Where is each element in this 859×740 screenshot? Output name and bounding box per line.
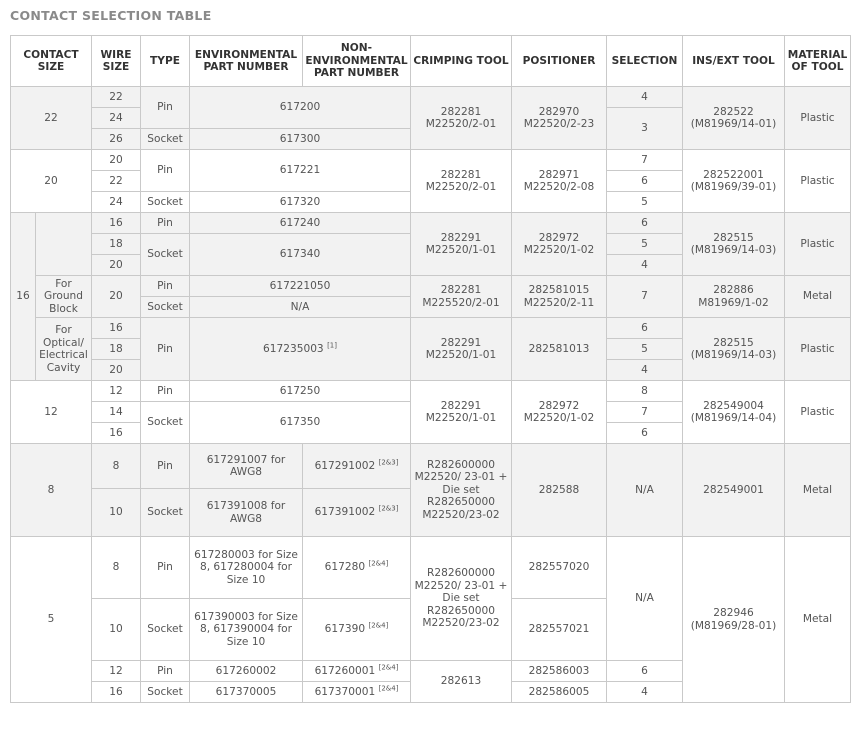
type-cell: Socket [141, 297, 190, 318]
material-cell: Plastic [785, 318, 851, 381]
part-number-cell: 617240 [190, 213, 411, 234]
nonenv-part-number-cell [303, 444, 411, 489]
footnote-ref: [2&4] [378, 684, 399, 693]
table-title: CONTACT SELECTION TABLE [10, 8, 212, 23]
type-cell: Pin [141, 381, 190, 402]
type-cell: Pin [141, 318, 190, 381]
footnote-ref: [2&4] [368, 621, 389, 630]
wire-size-cell: 10 [92, 599, 141, 661]
sub-variant-cell: For Ground Block [36, 276, 92, 318]
type-cell: Socket [141, 402, 190, 444]
type-cell: Pin [141, 444, 190, 489]
part-number-cell: 617320 [190, 192, 411, 213]
positioner-cell: 282970 M22520/2-23 [512, 87, 607, 150]
table-row [11, 87, 851, 108]
material-cell: Plastic [785, 87, 851, 150]
part-number: 617280 [324, 561, 366, 574]
part-number-cell: 617250 [190, 381, 411, 402]
selection-cell: 6 [607, 171, 683, 192]
type-cell: Socket [141, 682, 190, 703]
part-number: 617370001 [314, 685, 376, 698]
env-part-number-cell: 617291007 for AWG8 [190, 444, 303, 489]
crimping-tool-cell: 282281 M225520/2-01 [411, 276, 512, 318]
header-material: MATERIAL OF TOOL [785, 36, 851, 87]
ins-ext-tool-cell: 282549004 (M81969/14-04) [683, 381, 785, 444]
contact-size-cell: 12 [11, 381, 92, 444]
selection-cell: 7 [607, 276, 683, 318]
part-number-cell [190, 318, 411, 381]
part-number-cell: 617221050 [190, 276, 411, 297]
ins-ext-tool-cell: 282515 (M81969/14-03) [683, 318, 785, 381]
ins-ext-tool-cell: 282515 (M81969/14-03) [683, 213, 785, 276]
crimping-tool-cell: 282613 [411, 661, 512, 703]
ins-ext-tool-cell: 282522 (M81969/14-01) [683, 87, 785, 150]
part-number-cell: 617340 [190, 234, 411, 276]
header-selection: SELECTION [607, 36, 683, 87]
part-number: 617291002 [314, 459, 376, 472]
selection-cell: 6 [607, 423, 683, 444]
contact-size-cell: 8 [11, 444, 92, 537]
table-row [11, 537, 851, 599]
table-row [11, 444, 851, 489]
sub-variant-cell [36, 213, 92, 276]
positioner-cell: 282586003 [512, 661, 607, 682]
header-ins-ext-tool: INS/EXT TOOL [683, 36, 785, 87]
selection-cell: 5 [607, 234, 683, 255]
selection-cell: 6 [607, 661, 683, 682]
selection-cell: 8 [607, 381, 683, 402]
env-part-number-cell: 617390003 for Size 8, 617390004 for Size 10 [190, 599, 303, 661]
env-part-number-cell: 617391008 for AWG8 [190, 489, 303, 537]
crimping-tool-cell: R282600000 M22520/ 23-01 + Die set R282650000 M22520/23-02 [411, 537, 512, 661]
selection-cell: N/A [607, 444, 683, 537]
footnote-ref: [2&3] [378, 458, 399, 467]
nonenv-part-number-cell [303, 661, 411, 682]
positioner-cell: 282971 M22520/2-08 [512, 150, 607, 213]
table-row [11, 381, 851, 402]
positioner-cell: 282588 [512, 444, 607, 537]
selection-cell: 7 [607, 402, 683, 423]
header-wire-size: WIRE SIZE [92, 36, 141, 87]
wire-size-cell: 16 [92, 423, 141, 444]
nonenv-part-number-cell [303, 489, 411, 537]
crimping-tool-cell: 282281 M22520/2-01 [411, 87, 512, 150]
selection-cell: 5 [607, 192, 683, 213]
header-non-environmental-pn: NON-ENVIRONMENTAL PART NUMBER [303, 36, 411, 87]
wire-size-cell: 26 [92, 129, 141, 150]
selection-cell: N/A [607, 537, 683, 661]
positioner-cell: 282557020 [512, 537, 607, 599]
wire-size-cell: 16 [92, 213, 141, 234]
part-number: 617235003 [263, 342, 324, 355]
type-cell: Pin [141, 150, 190, 192]
env-part-number-cell: 617370005 [190, 682, 303, 703]
material-cell: Plastic [785, 150, 851, 213]
positioner-cell: 282557021 [512, 599, 607, 661]
selection-cell: 4 [607, 682, 683, 703]
footnote-ref: [2&4] [368, 559, 389, 568]
crimping-tool-cell: 282291 M22520/1-01 [411, 381, 512, 444]
selection-cell: 3 [607, 108, 683, 150]
part-number-cell: N/A [190, 297, 411, 318]
material-cell: Plastic [785, 213, 851, 276]
wire-size-cell: 20 [92, 150, 141, 171]
contact-size-cell: 16 [11, 213, 36, 381]
type-cell: Pin [141, 276, 190, 297]
wire-size-cell: 12 [92, 381, 141, 402]
wire-size-cell: 8 [92, 444, 141, 489]
part-number-cell: 617221 [190, 150, 411, 192]
type-cell: Pin [141, 537, 190, 599]
part-number-cell: 617350 [190, 402, 411, 444]
part-number: 617260001 [314, 664, 376, 677]
positioner-cell: 282581013 [512, 318, 607, 381]
header-type: TYPE [141, 36, 190, 87]
nonenv-part-number-cell [303, 682, 411, 703]
wire-size-cell: 20 [92, 360, 141, 381]
positioner-cell: 282972 M22520/1-02 [512, 381, 607, 444]
material-cell: Metal [785, 444, 851, 537]
wire-size-cell: 20 [92, 276, 141, 318]
header-positioner: POSITIONER [512, 36, 607, 87]
env-part-number-cell: 617280003 for Size 8, 617280004 for Size 10 [190, 537, 303, 599]
contact-size-cell: 22 [11, 87, 92, 150]
selection-cell: 7 [607, 150, 683, 171]
header-row [11, 36, 851, 87]
type-cell: Socket [141, 599, 190, 661]
nonenv-part-number-cell [303, 599, 411, 661]
wire-size-cell: 22 [92, 171, 141, 192]
crimping-tool-cell: 282291 M22520/1-01 [411, 213, 512, 276]
wire-size-cell: 20 [92, 255, 141, 276]
contact-size-cell: 20 [11, 150, 92, 213]
material-cell: Plastic [785, 381, 851, 444]
footnote-ref: [2&3] [378, 504, 399, 513]
wire-size-cell: 10 [92, 489, 141, 537]
crimping-tool-cell: R282600000 M22520/ 23-01 + Die set R282650000 M22520/23-02 [411, 444, 512, 537]
part-number-cell: 617300 [190, 129, 411, 150]
table-row [11, 276, 851, 297]
ins-ext-tool-cell: 282886 M81969/1-02 [683, 276, 785, 318]
wire-size-cell: 16 [92, 682, 141, 703]
ins-ext-tool-cell: 282522001 (M81969/39-01) [683, 150, 785, 213]
wire-size-cell: 16 [92, 318, 141, 339]
header-environmental-pn: ENVIRONMENTAL PART NUMBER [190, 36, 303, 87]
wire-size-cell: 18 [92, 339, 141, 360]
selection-cell: 6 [607, 318, 683, 339]
header-crimping-tool: CRIMPING TOOL [411, 36, 512, 87]
positioner-cell: 282972 M22520/1-02 [512, 213, 607, 276]
sub-variant-cell: For Optical/ Electrical Cavity [36, 318, 92, 381]
crimping-tool-cell: 282281 M22520/2-01 [411, 150, 512, 213]
part-number: 617390 [324, 623, 366, 636]
ins-ext-tool-cell: 282946 (M81969/28-01) [683, 537, 785, 703]
positioner-cell: 282581015 M22520/2-11 [512, 276, 607, 318]
crimping-tool-cell: 282291 M22520/1-01 [411, 318, 512, 381]
contact-selection-table [10, 35, 851, 703]
type-cell: Pin [141, 661, 190, 682]
wire-size-cell: 18 [92, 234, 141, 255]
wire-size-cell: 14 [92, 402, 141, 423]
positioner-cell: 282586005 [512, 682, 607, 703]
table-row [11, 213, 851, 234]
type-cell: Socket [141, 129, 190, 150]
wire-size-cell: 24 [92, 108, 141, 129]
header-contact-size: CONTACT SIZE [11, 36, 92, 87]
material-cell: Metal [785, 276, 851, 318]
selection-cell: 4 [607, 360, 683, 381]
contact-size-cell: 5 [11, 537, 92, 703]
selection-cell: 4 [607, 255, 683, 276]
type-cell: Pin [141, 87, 190, 129]
selection-cell: 5 [607, 339, 683, 360]
type-cell: Socket [141, 234, 190, 276]
ins-ext-tool-cell: 282549001 [683, 444, 785, 537]
type-cell: Socket [141, 192, 190, 213]
type-cell: Pin [141, 213, 190, 234]
wire-size-cell: 12 [92, 661, 141, 682]
selection-cell: 4 [607, 87, 683, 108]
env-part-number-cell: 617260002 [190, 661, 303, 682]
nonenv-part-number-cell [303, 537, 411, 599]
wire-size-cell: 24 [92, 192, 141, 213]
part-number: 617391002 [314, 506, 376, 519]
selection-cell: 6 [607, 213, 683, 234]
type-cell: Socket [141, 489, 190, 537]
table-row [11, 318, 851, 339]
table-row [11, 150, 851, 171]
part-number-cell: 617200 [190, 87, 411, 129]
wire-size-cell: 22 [92, 87, 141, 108]
material-cell: Metal [785, 537, 851, 703]
footnote-ref: [1] [327, 341, 337, 350]
footnote-ref: [2&4] [378, 663, 399, 672]
wire-size-cell: 8 [92, 537, 141, 599]
